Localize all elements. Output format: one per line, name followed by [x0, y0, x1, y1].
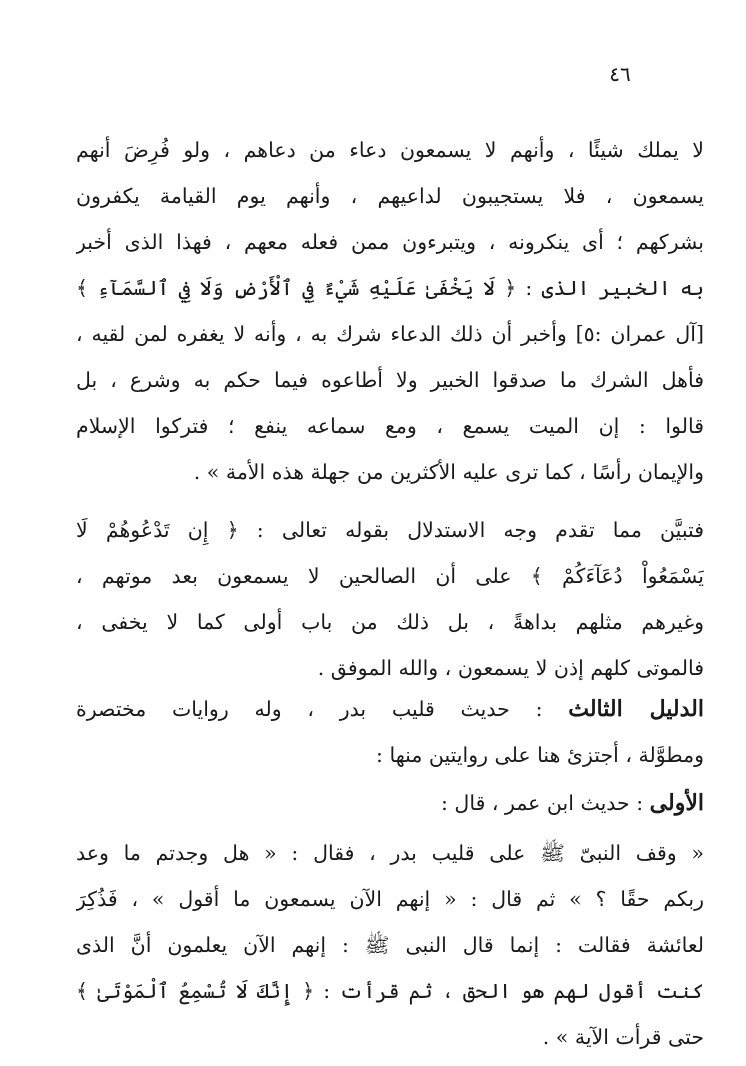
text-line: ومطوَّلة ، أجتزئ هنا على روايتين منها :	[376, 743, 704, 767]
text-line: والإيمان رأسًا ، كما ترى عليه الأكثرين من جهلة هذه الأمة » .	[193, 460, 704, 484]
paragraph-4	[76, 780, 704, 826]
sub-heading: الأولى	[649, 790, 704, 816]
text-line: بشركهم ؛ أى ينكرونه ، ويتبرءون ممن فعله معهم ، فهذا الذى أخبر	[76, 230, 704, 254]
text-line: يسمعون ، فلا يستجيبون لداعيهم ، وأنهم يوم القيامة يكفرون	[76, 184, 704, 208]
quran-verse-line: به الخبير الذى : ﴿ لَا يَخْفَىٰ عَلَيْهِ شَيْءٌ فِي ٱلْأَرْضِ وَلَا فِي ٱلسَّمَآءِ ﴾	[76, 276, 704, 300]
text-span: : حديث ابن عمر ، قال :	[441, 791, 644, 815]
text-line	[76, 686, 704, 732]
hadith-line: لعائشة فقالت : إنما قال النبى ﷺ : إنهم الآن يعلمون أنَّ الذى	[76, 933, 704, 957]
section-heading: الدليل الثالث	[568, 696, 704, 722]
paragraph-3	[76, 686, 704, 778]
text-line: وغيرهم مثلهم بداهةً ، بل ذلك من باب أولى كما لا يخفى ،	[76, 610, 704, 634]
hadith-line: « وقف النبىّ ﷺ على قليب بدر ، فقال : « هل وجدتم ما وعد	[76, 841, 704, 865]
quran-verse-line: كنت أقول لهم هو الحق ، ثم قرأت : ﴿ إِنَّكَ لَا تُسْمِعُ ٱلْمَوْتَىٰ ﴾	[76, 979, 704, 1003]
paragraph-1	[76, 127, 704, 495]
text-span: : حديث قليب بدر ، وله روايات مختصرة	[76, 697, 543, 721]
quran-verse-line: يَسْمَعُواْ دُعَآءَكُمْ ﴾ على أن الصالحين لا يسمعون بعد موتهم ،	[76, 564, 704, 588]
hadith-line: ربكم حقًا ؟ » ثم قال : « إنهم الآن يسمعون ما أقول » ، فَذُكِرَ	[76, 887, 704, 911]
text-line: قالوا : إن الميت يسمع ، ومع سماعه ينفع ؛ فتركوا الإسلام	[76, 414, 704, 438]
page-number: ٤٦	[609, 62, 631, 86]
paragraph-2	[76, 507, 704, 691]
text-line	[76, 780, 704, 826]
hadith-line: حتى قرأت الآية » .	[542, 1025, 704, 1049]
text-line: لا يملك شيئًا ، وأنهم لا يسمعون دعاء من دعاهم ، ولو فُرِضَ أنهم	[76, 138, 704, 162]
paragraph-5	[76, 830, 704, 1060]
quran-verse-line: فتبيَّن مما تقدم وجه الاستدلال بقوله تعالى : ﴿ إِن تَدْعُوهُمْ لَا	[76, 518, 704, 542]
text-line: فالموتى كلهم إذن لا يسمعون ، والله الموفق .	[317, 656, 704, 680]
text-line: [آل عمران :٥] وأخبر أن ذلك الدعاء شرك به ، وأنه لا يغفره لمن لقيه ،	[76, 322, 704, 346]
text-line: فأهل الشرك ما صدقوا الخبير ولا أطاعوه فيما حكم به وشرع ، بل	[76, 368, 704, 392]
